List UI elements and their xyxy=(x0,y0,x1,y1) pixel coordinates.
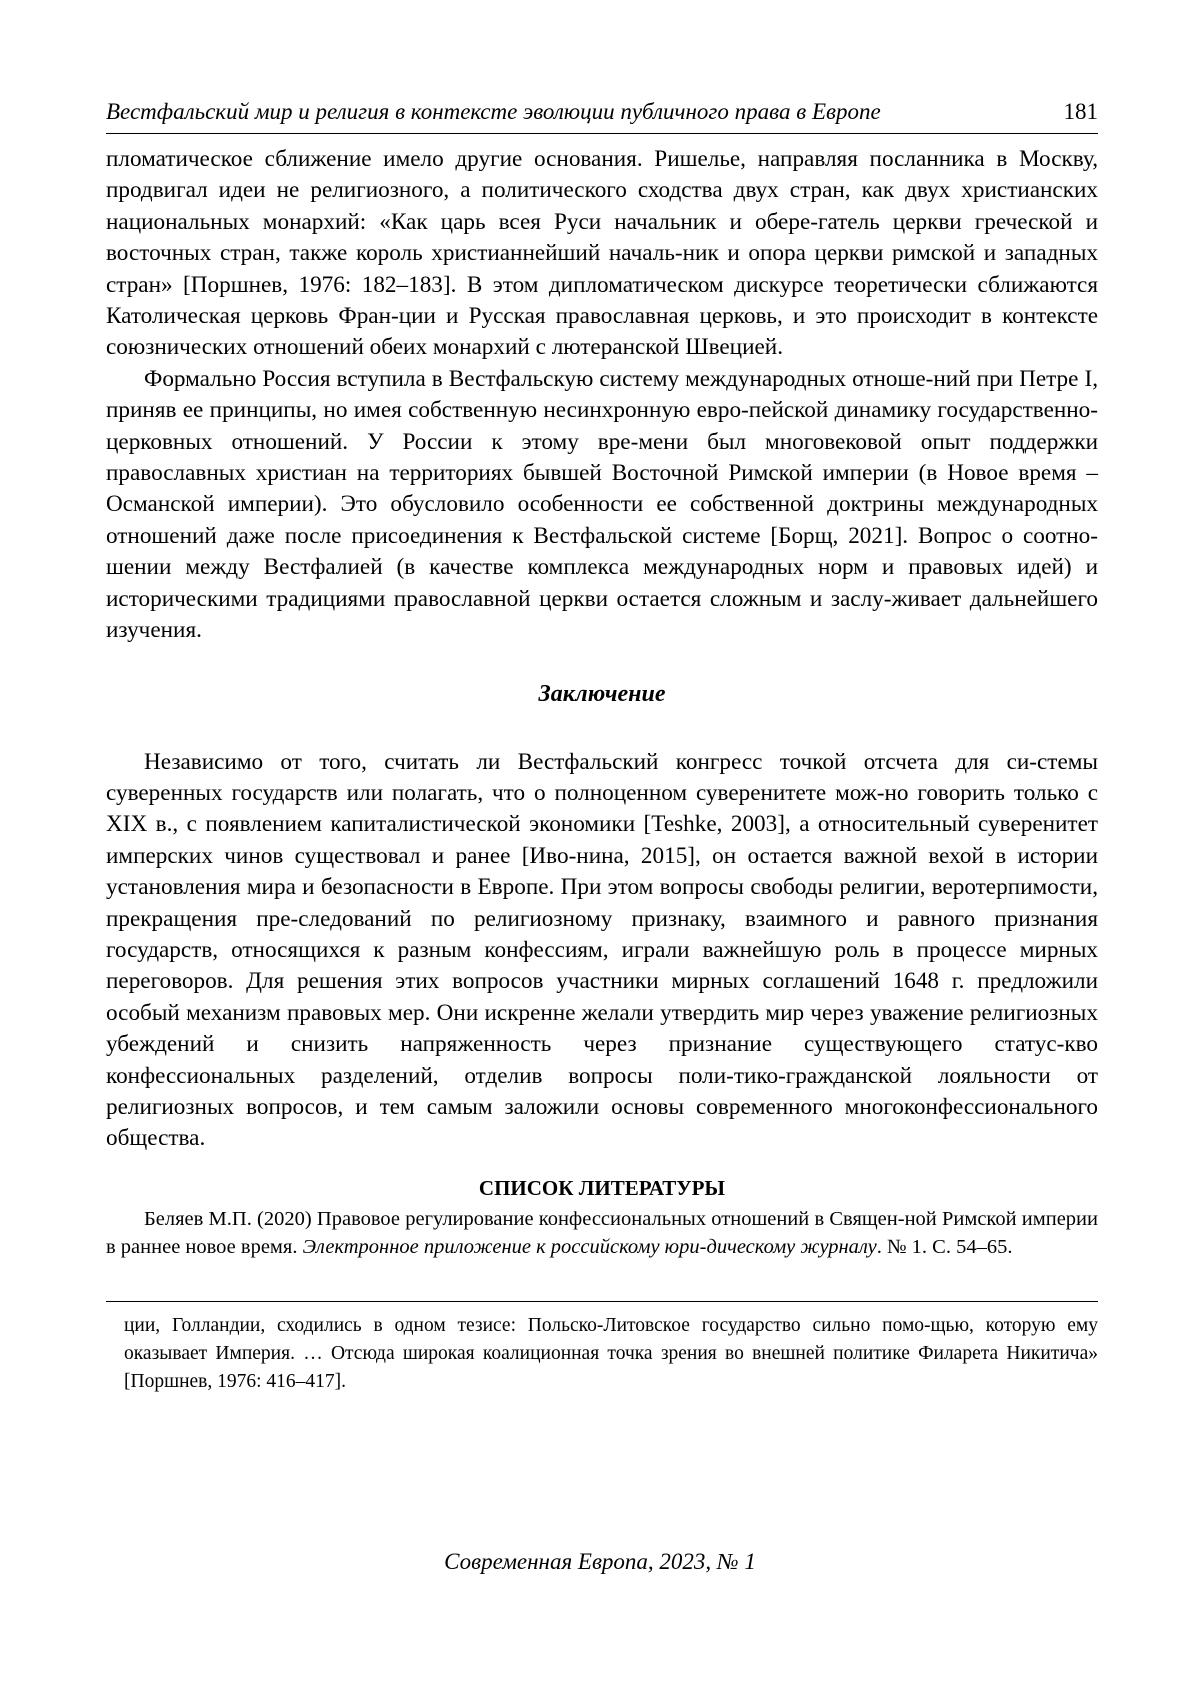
reference-tail: . № 1. С. 54–65. xyxy=(876,1235,1013,1258)
reference-item xyxy=(106,1205,1098,1261)
paragraph: Формально Россия вступила в Вестфальскую систему международных отноше-ний при Петре I, приняв ее принципы, но имея собственную несинхронную евро-пейской динамику государственно-церковных отношений. У России к этому вре-мени был многовековой опыт поддержки православных христиан на территориях бывшей Восточной Римской империи (в Новое время – Османской империи). Это обусловило особенности ее собственной доктрины международных отношений даже после присоединения к Вестфальской системе [Борщ, 2021]. Вопрос о соотно-шении между Вестфалией (в качестве комплекса международных норм и правовых идей) и историческими традициями православной церкви остается сложным и заслу-живает дальнейшего изучения. xyxy=(106,365,1098,644)
journal-footer: Современная Европа, 2023, № 1 xyxy=(444,1549,756,1574)
running-title: Вестфальский мир и религия в контексте эволюции публичного права в Европе xyxy=(106,99,881,124)
footnote-divider xyxy=(106,1301,1098,1302)
running-header xyxy=(106,98,1098,134)
section-heading-conclusion: Заключение xyxy=(538,680,666,707)
body-text xyxy=(106,144,1098,1155)
footnote: ции, Голландии, сходились в одном тезисе: Польско-Литовское государство сильно помо-щью, которую ему оказывает Империя. … Отсюда широкая коалиционная точка зрения во внешней политике Филарета Никитича» [Поршнев, 1976: 416–417]. xyxy=(124,1314,1098,1392)
reference-source: Электронное приложение к российскому юри-дическому журналу xyxy=(302,1235,877,1258)
reference-lead: Беляев М.П. (2020) Правовое регулирование конфессиональных отношений в Священ-ной Римской империи в раннее новое время. xyxy=(106,1207,1098,1258)
conclusion-paragraph: Независимо от того, считать ли Вестфальский конгресс точкой отсчета для си-стемы суверенных государств или полагать, что о полноценном суверенитете мож-но говорить только с XIX в., с появлением капиталистической экономики [Teshke, 2003], а относительный суверенитет имперских чинов существовал и ранее [Иво-нина, 2015], он остается важной вехой в истории установления мира и безопасности в Европе. При этом вопросы свободы религии, веротерпимости, прекращения пре-следований по религиозному признаку, взаимного и равного признания государств, относящихся к разным конфессиям, играли важнейшую роль в процессе мирных переговоров. Для решения этих вопросов участники мирных соглашений 1648 г. предложили особый механизм правовых мер. Они искренне желали утвердить мир через уважение религиозных убеждений и снизить напряженность через признание существующего статус-кво конфессиональных разделений, отделив вопросы поли-тико-гражданской лояльности от религиозных вопросов, и тем самым заложили основы современного многоконфессионального общества. xyxy=(106,748,1098,1152)
page xyxy=(106,98,1098,1396)
page-number: 181 xyxy=(1063,99,1098,124)
paragraph: пломатическое сближение имело другие основания. Ришелье, направляя посланника в Москву, продвигал идеи не религиозного, а политического сходства двух стран, как двух христианских национальных монархий: «Как царь всея Руси начальник и обере-гатель церкви греческой и восточных стран, также король христианнейший началь-ник и опора церкви римской и западных стран» [Поршнев, 1976: 182–183]. В этом дипломатическом дискурсе теоретически сближаются Католическая церковь Фран-ции и Русская православная церковь, и это происходит в контексте союзнических отношений обеих монархий с лютеранской Швецией. xyxy=(106,146,1098,361)
references-heading: СПИСОК ЛИТЕРАТУРЫ xyxy=(478,1175,726,1200)
